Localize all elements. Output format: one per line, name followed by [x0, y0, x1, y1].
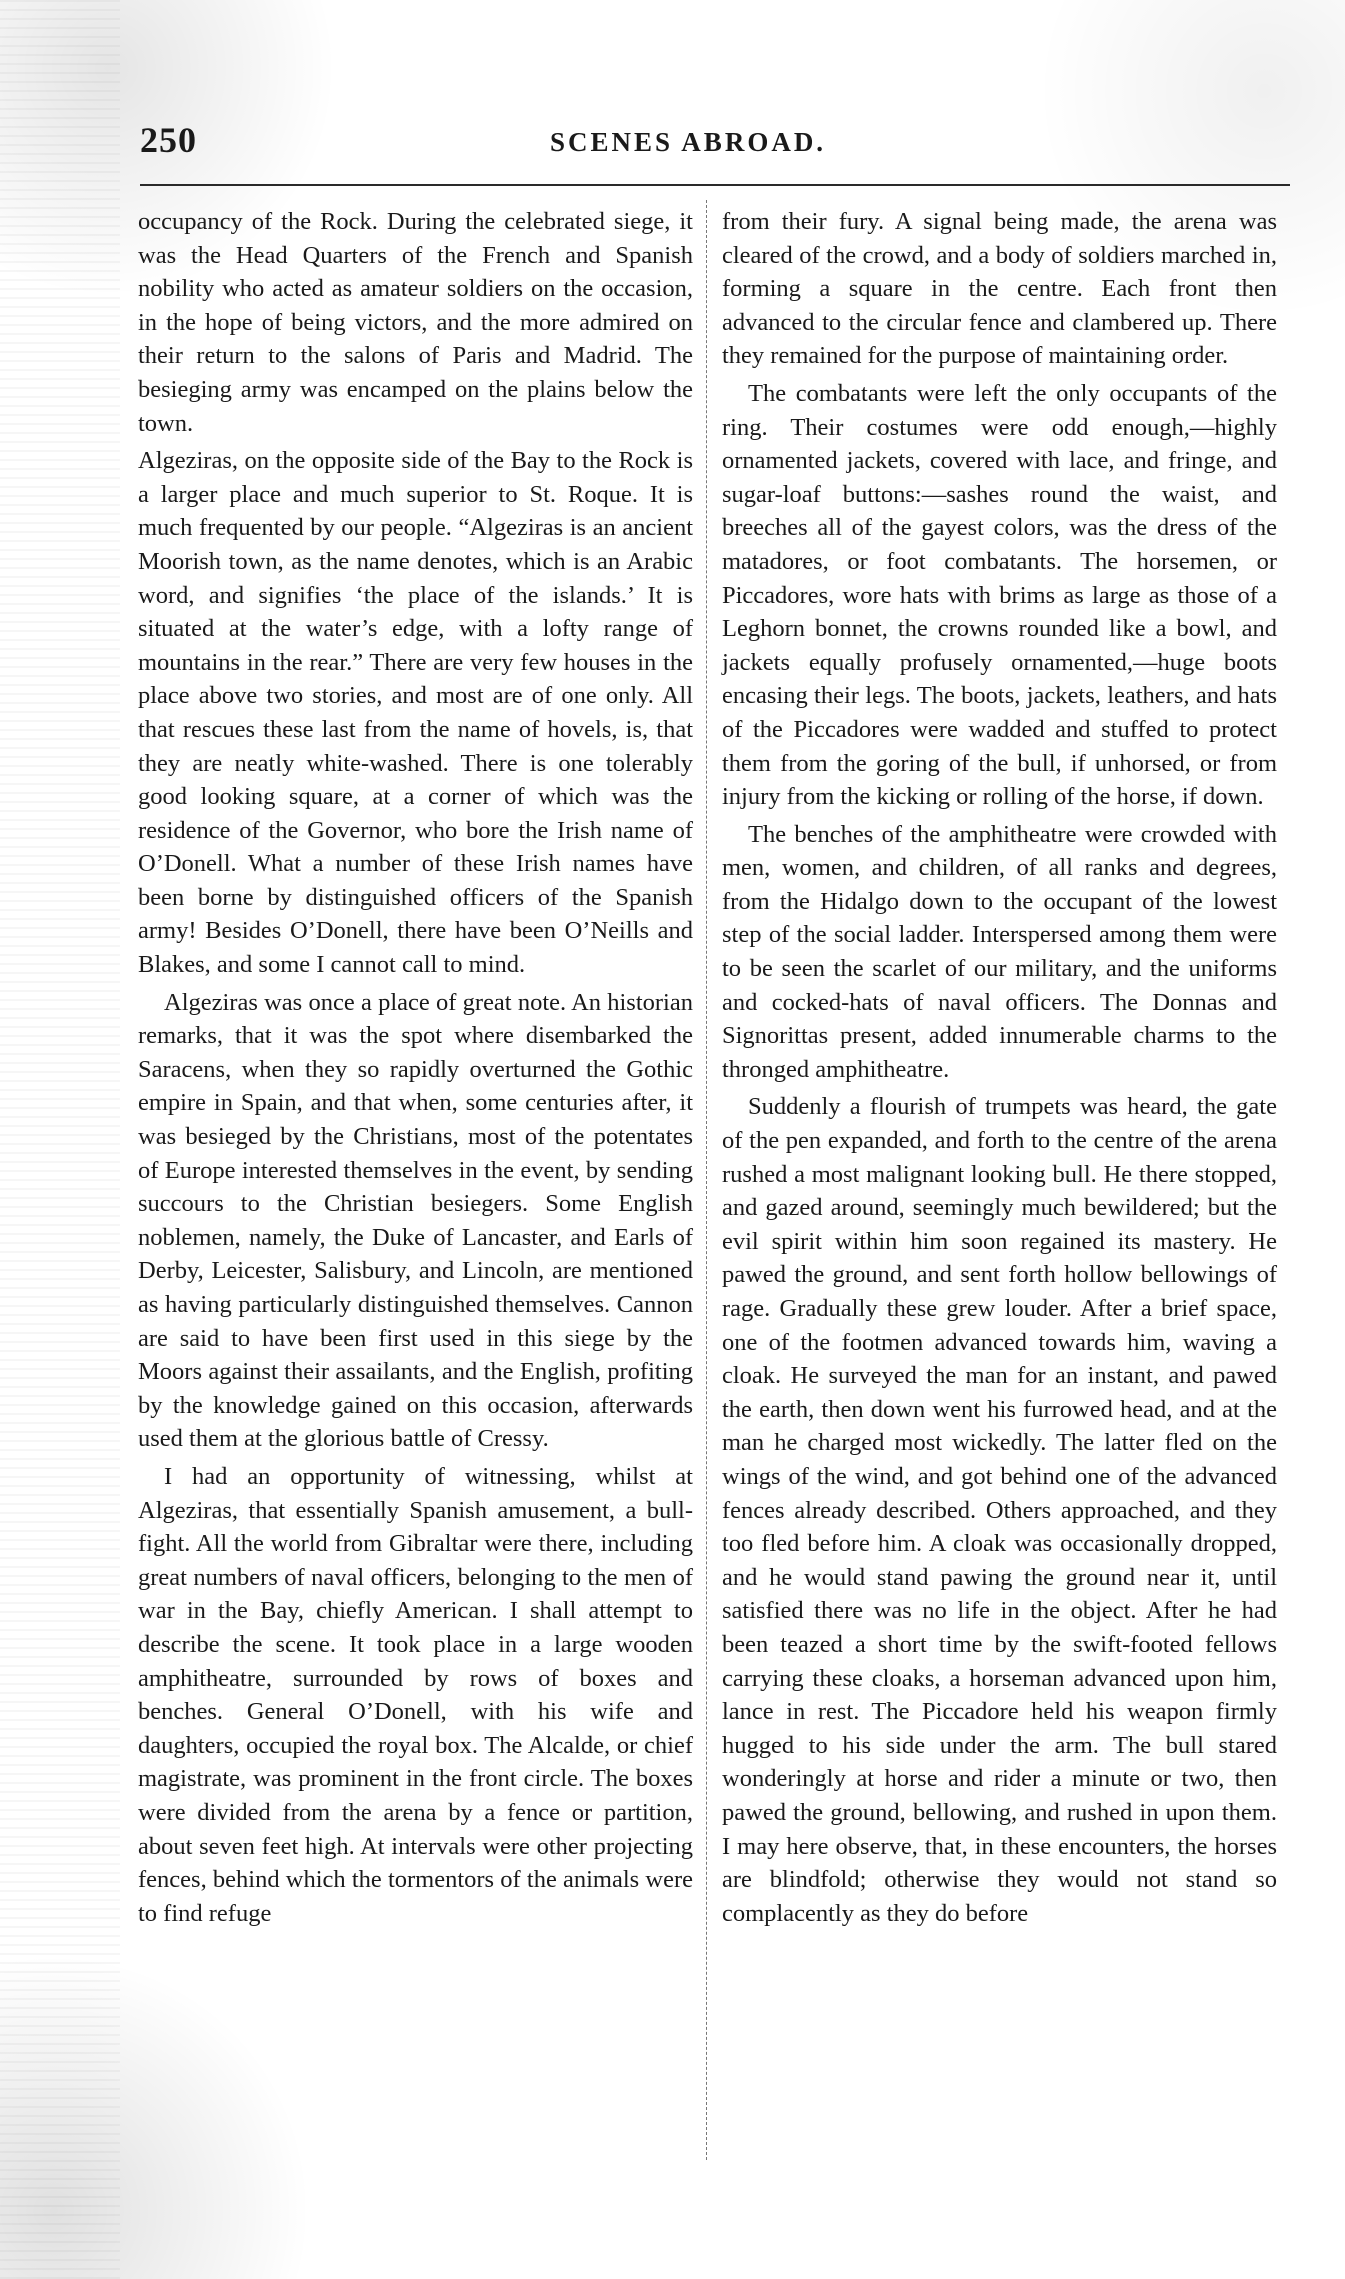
right-column	[722, 205, 1277, 1934]
left-column	[138, 205, 693, 1934]
running-title: SCENES ABROAD.	[550, 127, 827, 157]
header-rule	[140, 184, 1290, 186]
paragraph: Algeziras, on the opposite side of the Bay to the Rock is a larger place and much superior to St. Roque. It is much frequented by our people. “Algeziras is an ancient Moorish town, as the name denotes, which is an Arabic word, and signifies ‘the place of the islands.’ It is situated at the water’s edge, with a lofty range of mountains in the rear.” There are very few houses in the place above two stories, and most are of one only. All that rescues these last from the name of hovels, is, that they are neatly white-washed. There is one tolerably good looking square, at a corner of which was the residence of the Governor, who bore the Irish name of O’Donell. What a number of these Irish names have been borne by distinguished officers of the Spanish army! Besides O’Donell, there have been O’Neills and Blakes, and some I cannot call to mind.	[138, 447, 693, 979]
column-divider	[706, 200, 707, 2160]
paragraph: from their fury. A signal being made, the arena was cleared of the crowd, and a body of soldiers marched in, forming a square in the centre. Each front then advanced to the circular fence and clambered up. There they remained for the purpose of maintaining order.	[722, 208, 1277, 370]
scan-edge-shadow	[0, 0, 120, 2279]
paragraph: The benches of the amphitheatre were crowded with men, women, and children, of all ranks and degrees, from the Hidalgo down to the occupant of the lowest step of the social ladder. Interspersed among them were to be seen the scarlet of our military, and the uniforms and cocked-hats of naval officers. The Donnas and Signorittas present, added innumerable charms to the thronged amphitheatre.	[722, 820, 1277, 1083]
page-number: 250	[140, 120, 197, 160]
page-header	[140, 115, 1290, 175]
paragraph: I had an opportunity of witnessing, whilst at Algeziras, that essentially Spanish amusement, a bull-fight. All the world from Gibraltar were there, including great numbers of naval officers, belonging to the men of war in the Bay, chiefly American. I shall attempt to describe the scene. It took place in a large wooden amphitheatre, surrounded by rows of boxes and benches. General O’Donell, with his wife and daughters, occupied the royal box. The Alcalde, or chief magistrate, was prominent in the front circle. The boxes were divided from the arena by a fence or partition, about seven feet high. At intervals were other projecting fences, behind which the tormentors of the animals were to find refuge	[138, 1462, 693, 1927]
paragraph: The combatants were left the only occupants of the ring. Their costumes were odd enough,—highly ornamented jackets, covered with lace, and fringe, and sugar-loaf buttons:—sashes round the waist, and breeches all of the gayest colors, was the dress of the matadores, or foot combatants. The horsemen, or Piccadores, wore hats with brims as large as those of a Leghorn bonnet, the crowns rounded like a bowl, and jackets equally profusely ornamented,—huge boots encasing their legs. The boots, jackets, leathers, and hats of the Piccadores were wadded and stuffed to protect them from the goring of the bull, if unhorsed, or from injury from the kicking or rolling of the horse, if down.	[722, 379, 1277, 811]
paragraph: Algeziras was once a place of great note. An historian remarks, that it was the spot where disembarked the Saracens, when they so rapidly overturned the Gothic empire in Spain, and that when, some centuries after, it was besieged by the Christians, most of the potentates of Europe interested themselves in the event, by sending succours to the Christian besiegers. Some English noblemen, namely, the Duke of Lancaster, and Earls of Derby, Leicester, Salisbury, and Lincoln, are mentioned as having particularly distinguished themselves. Cannon are said to have been first used in this siege by the Moors against their assailants, and the English, profiting by the knowledge gained on this occasion, afterwards used them at the glorious battle of Cressy.	[138, 988, 693, 1453]
paragraph: occupancy of the Rock. During the celebrated siege, it was the Head Quarters of the French and Spanish nobility who acted as amateur soldiers on the occasion, in the hope of being victors, and the more admired on their return to the salons of Paris and Madrid. The besieging army was encamped on the plains below the town.	[138, 208, 693, 437]
paragraph: Suddenly a flourish of trumpets was heard, the gate of the pen expanded, and forth to the centre of the arena rushed a most malignant looking bull. He there stopped, and gazed around, seemingly much bewildered; but the evil spirit within him soon regained its mastery. He pawed the ground, and sent forth hollow bellowings of rage. Gradually these grew louder. After a brief space, one of the footmen advanced towards him, waving a cloak. He surveyed the man for an instant, and pawed the earth, then down went his furrowed head, and at the man he charged most wickedly. The latter fled on the wings of the wind, and got behind one of the advanced fences already described. Others approached, and they too fled before him. A cloak was occasionally dropped, and he would stand pawing the ground near it, until satisfied there was no life in the object. After he had been teazed a short time by the swift-footed fellows carrying these cloaks, a horseman advanced upon him, lance in rest. The Piccadore held his weapon firmly hugged to his side under the arm. The bull stared wonderingly at horse and rider a minute or two, then pawed the ground, bellowing, and rushed in upon them. I may here observe, that, in these encounters, the horses are blindfold; otherwise they would not stand so complacently as they do before	[722, 1093, 1277, 1927]
